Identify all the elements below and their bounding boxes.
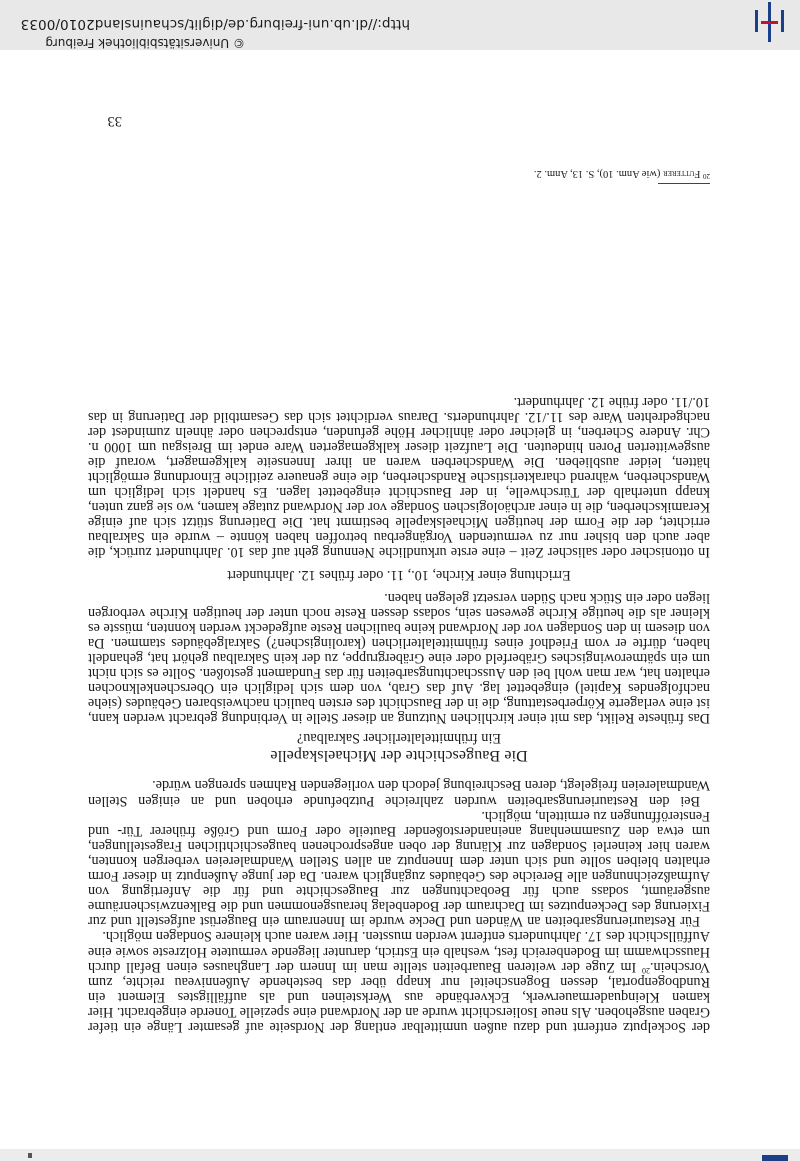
footnote-20 [534, 167, 710, 180]
page-number: 33 [107, 113, 122, 129]
library-footer-bar [0, 0, 800, 50]
section-heading: Die Baugeschichte der Michaelskapelle [270, 747, 528, 765]
dated-subheading: Errichtung einer Kirche, 10., 11. oder frühes 12. Jahrhundert [227, 566, 571, 583]
paragraph-3: Bei den Restaurierungsarbeiten wurden zahlreiche Putzbefunde erhoben und an einigen Stellen Wandmalereien freigelegt, deren Beschreibung jedoch den vorliegenden Rahmen sprengen würde. [88, 777, 710, 809]
top-edge-strip [0, 1149, 800, 1161]
footnote-text: (wie Anm. 10), S. 13, Anm. 2. [533, 168, 664, 179]
footnote-ref-20[interactable]: 20 [641, 965, 650, 975]
edge-marker [28, 1153, 32, 1158]
footnote-rule [658, 183, 710, 184]
ub-freiburg-logo-icon [748, 0, 788, 42]
permalink-url[interactable]: http://dl.ub.uni-freiburg.de/diglit/schauinsland2010/0033 [20, 16, 410, 32]
blue-edge-mark [762, 1155, 788, 1161]
paragraph-5: In ottonischer oder salischer Zeit – eine erste urkundliche Nennung geht auf das 10. Jahrhundert zurück, die aber auch den bisher nur zu vermutenden Vorgängerbau betroffen haben könnte – wurde ein Sakralbau errichtet, der die Form der heutigen Michaelskapelle bestimmt hat. Die Datierung stützt sich auf einige Keramikscherben, die in einer archäologischen Sondage vor der Nordwand zutage kamen, wo sie ganz unten, knapp unterhalb der Türschwelle, in der Bauschicht eingebettet lagen. Es handelt sich lediglich um Wandscherben, während charakteristische Randscherben, die eine genauere zeitliche Einordnung ermöglicht hätten, leider ausblieben. Die Wandscherben waren an ihrer Innenseite kalkgemagert, worauf die ausgewitterten Poren hindeuten. Die Laufzeit dieser kalkgemagerten Ware endet im Breisgau um 1000 n. Chr. Andere Scherben, in gleicher oder ähnlicher Höhe gefunden, entsprechen oder ähneln zumindest der nachgedrehten Ware des 11./12. Jahrhunderts. Daraus verdichtet sich das Gesamtbild der Datierung in das 10./11. oder frühe 12. Jahrhundert. [88, 393, 710, 561]
paragraph-4: Das früheste Relikt, das mit einer kirchlichen Nutzung an dieser Stelle in Verbindung gebracht werden kann, ist eine verlagerte Körperbestattung, die in der Bauschicht des ersten baulich nachweisbaren Gebäudes (siehe nachfolgendes Kapitel) eingebettet lag. Auf das Grab, von dem sich lediglich ein Oberschenkelknochen erhalten hat, war man wohl bei den Ausschachtungsarbeiten für das Fundament gestoßen. Sollte es sich nicht um ein spätmerowingisches Gräberfeld oder eine Gräbergruppe, zu der kein Sakralbau gehört hat, gehandelt haben, dürfte er vom Friedhof eines frühmittelalterlichen (karolingischen?) Sakralgebäudes stammen. Da von diesem in den Sondagen vor der Nordwand keine baulichen Reste aufgedeckt werden konnten, müsste es kleiner als die heutige Kirche gewesen sein, sodass dessen Reste noch unter der heutigen Kirche verborgen liegen oder ein Stück nach Süden versetzt gelegen haben. [88, 589, 710, 727]
paragraph-2: Für Restaurierungsarbeiten an Wänden und Decke wurde im Innenraum ein Baugerüst aufgestellt und zur Fixierung des Deckenputzes im Dachraum der Bodenbelag herausgenommen und die Balkenzwischenräume ausgeräumt, sodass auch für Beobachtungen zur Baugeschichte und für die Anfertigung von Aufmaßzeichnungen alle Bereiche des Gebäudes zugänglich waren. Da der junge Außenputz in dieser Form erhalten bleiben sollte und sich unter dem Innenputz an allen Stellen Wandmalereien verbergen konnten, waren hier keinerlei Sondagen zur Klärung der oben angesprochenen baugeschichtlichen Fragestellungen, um etwa den Zusammenhang aneinanderstoßender Bauteile oder Form und Größe früherer Tür- und Fensteröffnungen zu ermitteln, möglich. [88, 807, 710, 930]
section-subheading: Ein frühmittelalterlicher Sakralbau? [296, 730, 502, 747]
paragraph-1: der Sockelputz entfernt und dazu außen unmittelbar entlang der Nordseite auf gesamter Länge ein tiefer Graben ausgehoben. Als neue Isolierschicht wurde an der Nordwand eine spezielle Tonerde eingebracht. Hier kamen Kleinquadermauerwerk, Eckverbände aus Werksteinen und als auffälligstes Element ein Rundbogenportal, dessen Bogenscheitel nur knapp über das bestehende Außenniveau reichte, zum Vorschein.$^{20}$ Im Zuge der weiteren Bauarbeiten stellte man im Innern der Langhauses einen Befall durch Hausschwamm im Bodenbereich fest, weshalb ein Estrich, darunter liegende vermutete Holzreste sowie eine Auffüllschicht des 17. Jahrhunderts entfernt werden mussten. Hier waren auch kleinere Sondagen möglich. [88, 928, 710, 1035]
copyright-notice: © Universitätsbibliothek Freiburg [45, 36, 245, 50]
main-text-column [88, 393, 710, 1034]
footnote-number: 20 [703, 172, 710, 180]
footnote-author: Futterer [663, 168, 701, 179]
